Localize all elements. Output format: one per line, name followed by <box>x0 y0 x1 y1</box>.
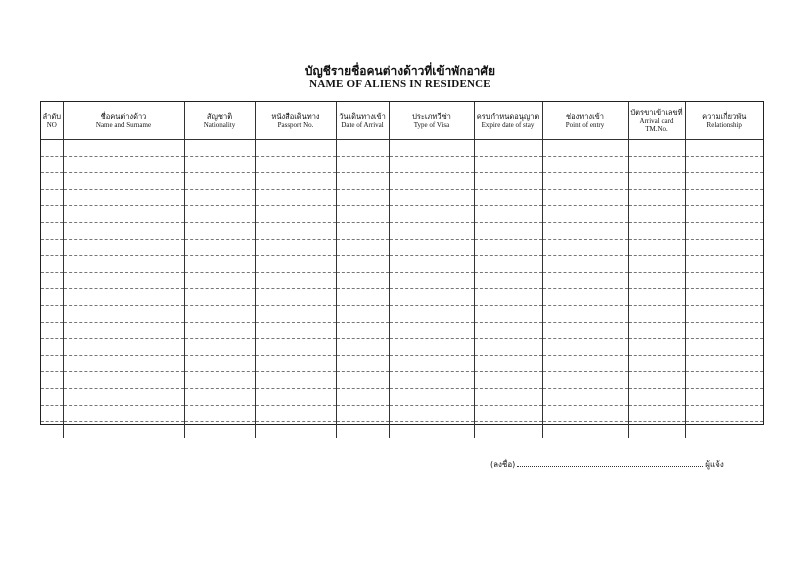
table-cell[interactable] <box>184 173 255 190</box>
table-cell[interactable] <box>685 422 763 438</box>
table-cell[interactable] <box>255 140 336 157</box>
table-cell[interactable] <box>336 388 389 405</box>
table-cell[interactable] <box>255 305 336 322</box>
table-cell[interactable] <box>628 289 685 306</box>
table-cell[interactable] <box>184 339 255 356</box>
table-row <box>41 239 763 256</box>
table-cell[interactable] <box>389 239 474 256</box>
table-cell[interactable] <box>542 256 628 273</box>
table-cell[interactable] <box>184 222 255 239</box>
col-header-arrival-card <box>628 102 685 140</box>
table-cell[interactable] <box>255 388 336 405</box>
table-cell[interactable] <box>628 305 685 322</box>
table-cell[interactable] <box>336 239 389 256</box>
table-cell[interactable] <box>255 372 336 389</box>
table-row <box>41 173 763 190</box>
table-cell[interactable] <box>542 272 628 289</box>
table-cell[interactable] <box>474 222 542 239</box>
table-cell[interactable] <box>336 156 389 173</box>
table-cell[interactable] <box>255 339 336 356</box>
table-cell[interactable] <box>63 239 184 256</box>
table-cell[interactable] <box>184 256 255 273</box>
table-cell[interactable] <box>628 239 685 256</box>
table-cell[interactable] <box>389 189 474 206</box>
table-cell[interactable] <box>474 189 542 206</box>
table-cell[interactable] <box>474 206 542 223</box>
table-cell[interactable] <box>63 355 184 372</box>
col-header-expire-date <box>474 102 542 140</box>
table-cell[interactable] <box>542 189 628 206</box>
col-label-english: Arrival card TM.No. <box>639 117 674 133</box>
table-cell[interactable] <box>389 173 474 190</box>
table-cell[interactable] <box>336 256 389 273</box>
table-cell[interactable] <box>474 173 542 190</box>
table-row <box>41 305 763 322</box>
table-cell[interactable] <box>184 156 255 173</box>
table-cell[interactable] <box>628 173 685 190</box>
table-cell[interactable] <box>41 305 63 322</box>
table-cell[interactable] <box>41 222 63 239</box>
table-cell[interactable] <box>255 156 336 173</box>
table-cell[interactable] <box>63 405 184 422</box>
table-row <box>41 189 763 206</box>
table-cell[interactable] <box>542 355 628 372</box>
table-cell[interactable] <box>628 372 685 389</box>
col-label-thai: วันเดินทางเข้า <box>339 112 386 121</box>
table-cell[interactable] <box>542 422 628 438</box>
table-cell[interactable] <box>685 372 763 389</box>
table-cell[interactable] <box>542 405 628 422</box>
table-cell[interactable] <box>255 173 336 190</box>
table-row <box>41 355 763 372</box>
col-header-arrival-date <box>336 102 389 140</box>
col-label-thai: ชื่อคนต่างด้าว <box>100 112 147 121</box>
col-label-thai: หนังสือเดินทาง <box>271 112 320 121</box>
table-cell[interactable] <box>184 272 255 289</box>
table-cell[interactable] <box>628 422 685 438</box>
table-cell[interactable] <box>542 339 628 356</box>
table-cell[interactable] <box>336 173 389 190</box>
table-row <box>41 405 763 422</box>
signature-line[interactable] <box>517 459 703 467</box>
table-cell[interactable] <box>685 388 763 405</box>
table-cell[interactable] <box>184 140 255 157</box>
table-row <box>41 322 763 339</box>
table-cell[interactable] <box>63 140 184 157</box>
table-cell[interactable] <box>41 189 63 206</box>
col-header-no <box>41 102 63 140</box>
table-cell[interactable] <box>41 206 63 223</box>
col-header-relationship <box>685 102 763 140</box>
table-cell[interactable] <box>63 305 184 322</box>
col-header-name <box>63 102 184 140</box>
table-cell[interactable] <box>389 339 474 356</box>
col-label-thai: ประเภทวีซ่า <box>412 112 451 121</box>
table-cell[interactable] <box>474 140 542 157</box>
table-cell[interactable] <box>389 372 474 389</box>
table-cell[interactable] <box>255 422 336 438</box>
col-label-english: Passport No. <box>277 121 314 129</box>
table-cell[interactable] <box>628 339 685 356</box>
table-cell[interactable] <box>685 256 763 273</box>
table-cell[interactable] <box>184 355 255 372</box>
table-cell[interactable] <box>336 289 389 306</box>
table-cell[interactable] <box>685 305 763 322</box>
aliens-register-table <box>40 101 764 425</box>
table-cell[interactable] <box>474 322 542 339</box>
table-cell[interactable] <box>41 422 63 438</box>
table-cell[interactable] <box>474 305 542 322</box>
table-cell[interactable] <box>41 256 63 273</box>
table-cell[interactable] <box>685 405 763 422</box>
table-cell[interactable] <box>474 355 542 372</box>
table-row <box>41 272 763 289</box>
table-cell[interactable] <box>389 388 474 405</box>
table-cell[interactable] <box>474 405 542 422</box>
table-cell[interactable] <box>474 272 542 289</box>
table-row <box>41 372 763 389</box>
table-cell[interactable] <box>41 156 63 173</box>
table-cell[interactable] <box>542 140 628 157</box>
table-cell[interactable] <box>685 156 763 173</box>
table-cell[interactable] <box>336 422 389 438</box>
table-cell[interactable] <box>474 289 542 306</box>
table-cell[interactable] <box>41 173 63 190</box>
table-cell[interactable] <box>41 372 63 389</box>
table-cell[interactable] <box>474 372 542 389</box>
col-header-visa-type <box>389 102 474 140</box>
table-cell[interactable] <box>255 206 336 223</box>
register-entries <box>41 140 763 438</box>
table-cell[interactable] <box>474 339 542 356</box>
table-cell[interactable] <box>184 388 255 405</box>
table-cell[interactable] <box>41 388 63 405</box>
table-row <box>41 206 763 223</box>
table-cell[interactable] <box>389 322 474 339</box>
table-cell[interactable] <box>542 305 628 322</box>
table-cell[interactable] <box>184 372 255 389</box>
table-cell[interactable] <box>336 405 389 422</box>
table-cell[interactable] <box>542 222 628 239</box>
table-cell[interactable] <box>63 322 184 339</box>
table-cell[interactable] <box>336 372 389 389</box>
table-cell[interactable] <box>389 355 474 372</box>
table-cell[interactable] <box>255 239 336 256</box>
col-label-english: Name and Surname <box>95 121 152 129</box>
table-cell[interactable] <box>41 272 63 289</box>
table-row <box>41 289 763 306</box>
table-cell[interactable] <box>474 256 542 273</box>
table-cell[interactable] <box>184 289 255 306</box>
col-header-nationality <box>184 102 255 140</box>
col-label-thai: ความเกี่ยวพัน <box>702 112 747 121</box>
table-cell[interactable] <box>41 289 63 306</box>
table-cell[interactable] <box>336 140 389 157</box>
signature-block <box>490 458 724 471</box>
table-cell[interactable] <box>41 322 63 339</box>
table-cell[interactable] <box>63 189 184 206</box>
col-label-english: Relationship <box>706 121 742 129</box>
table-cell[interactable] <box>63 388 184 405</box>
table-cell[interactable] <box>685 339 763 356</box>
table-row <box>41 222 763 239</box>
table-cell[interactable] <box>63 272 184 289</box>
table-row <box>41 388 763 405</box>
table-cell[interactable] <box>336 339 389 356</box>
table-cell[interactable] <box>685 322 763 339</box>
table-cell[interactable] <box>389 305 474 322</box>
table-cell[interactable] <box>685 239 763 256</box>
table-cell[interactable] <box>184 239 255 256</box>
table-cell[interactable] <box>474 156 542 173</box>
table-cell[interactable] <box>685 289 763 306</box>
table-cell[interactable] <box>389 422 474 438</box>
table-cell[interactable] <box>542 322 628 339</box>
table-row <box>41 156 763 173</box>
table-cell[interactable] <box>184 206 255 223</box>
col-label-english: NO <box>46 121 57 129</box>
table-cell[interactable] <box>255 289 336 306</box>
table-cell[interactable] <box>685 222 763 239</box>
table-cell[interactable] <box>184 189 255 206</box>
table-cell[interactable] <box>628 189 685 206</box>
table-cell[interactable] <box>63 156 184 173</box>
table-cell[interactable] <box>685 189 763 206</box>
table-cell[interactable] <box>474 422 542 438</box>
table-cell[interactable] <box>542 173 628 190</box>
col-label-english: Nationality <box>203 121 236 129</box>
table-cell[interactable] <box>628 222 685 239</box>
table-cell[interactable] <box>63 289 184 306</box>
table-cell[interactable] <box>389 206 474 223</box>
table-cell[interactable] <box>184 422 255 438</box>
table-cell[interactable] <box>336 355 389 372</box>
table-cell[interactable] <box>628 388 685 405</box>
table-cell[interactable] <box>255 272 336 289</box>
table-cell[interactable] <box>389 405 474 422</box>
table-cell[interactable] <box>255 405 336 422</box>
table-cell[interactable] <box>628 272 685 289</box>
table-cell[interactable] <box>63 222 184 239</box>
table-cell[interactable] <box>63 372 184 389</box>
table-cell[interactable] <box>41 355 63 372</box>
table-cell[interactable] <box>336 206 389 223</box>
table-cell[interactable] <box>628 156 685 173</box>
table-cell[interactable] <box>63 339 184 356</box>
table-cell[interactable] <box>336 272 389 289</box>
table-cell[interactable] <box>336 322 389 339</box>
table-cell[interactable] <box>685 272 763 289</box>
table-cell[interactable] <box>336 189 389 206</box>
col-label-thai: บัตรขาเข้าเลขที่ <box>630 108 683 117</box>
table-cell[interactable] <box>389 256 474 273</box>
table-row <box>41 422 763 438</box>
table-cell[interactable] <box>542 156 628 173</box>
signature-prefix: (ลงชื่อ) <box>490 460 516 469</box>
signature-suffix: ผู้แจ้ง <box>705 460 724 469</box>
table-cell[interactable] <box>685 173 763 190</box>
table-cell[interactable] <box>542 388 628 405</box>
table-cell[interactable] <box>542 206 628 223</box>
table-cell[interactable] <box>542 289 628 306</box>
table-cell[interactable] <box>474 239 542 256</box>
table-cell[interactable] <box>41 405 63 422</box>
table-cell[interactable] <box>628 206 685 223</box>
table-row <box>41 140 763 157</box>
table-cell[interactable] <box>255 189 336 206</box>
table-cell[interactable] <box>685 206 763 223</box>
table-cell[interactable] <box>389 156 474 173</box>
table-row <box>41 256 763 273</box>
table-row <box>41 339 763 356</box>
table-cell[interactable] <box>255 322 336 339</box>
table-cell[interactable] <box>628 405 685 422</box>
col-label-english: Type of Visa <box>413 121 450 129</box>
table-cell[interactable] <box>336 222 389 239</box>
table-cell[interactable] <box>336 305 389 322</box>
col-label-thai: ลำดับ <box>42 112 61 121</box>
table-cell[interactable] <box>41 239 63 256</box>
table-cell[interactable] <box>63 256 184 273</box>
table-cell[interactable] <box>628 140 685 157</box>
table-cell[interactable] <box>542 239 628 256</box>
table-cell[interactable] <box>184 322 255 339</box>
table-cell[interactable] <box>389 222 474 239</box>
table-cell[interactable] <box>389 140 474 157</box>
form-title-thai: บัญชีรายชื่อคนต่างด้าวที่เข้าพักอาศัย <box>304 64 496 78</box>
table-cell[interactable] <box>474 388 542 405</box>
table-cell[interactable] <box>628 355 685 372</box>
table-cell[interactable] <box>41 140 63 157</box>
table-cell[interactable] <box>389 272 474 289</box>
table-cell[interactable] <box>255 222 336 239</box>
table-cell[interactable] <box>389 289 474 306</box>
col-label-english: Date of Arrival <box>341 121 384 129</box>
col-label-thai: ช่องทางเข้า <box>566 112 604 121</box>
table-cell[interactable] <box>63 206 184 223</box>
col-label-thai: ครบกำหนดอนุญาต <box>476 112 540 121</box>
header-row <box>41 102 763 140</box>
col-header-point-of-entry <box>542 102 628 140</box>
table-cell[interactable] <box>63 173 184 190</box>
table-cell[interactable] <box>628 322 685 339</box>
form-title-english: NAME OF ALIENS IN RESIDENCE <box>309 78 491 90</box>
table-cell[interactable] <box>255 355 336 372</box>
table-cell[interactable] <box>184 405 255 422</box>
table-cell[interactable] <box>685 355 763 372</box>
col-header-passport <box>255 102 336 140</box>
col-label-thai: สัญชาติ <box>206 112 233 121</box>
table-cell[interactable] <box>255 256 336 273</box>
table-cell[interactable] <box>63 422 184 438</box>
table-cell[interactable] <box>184 305 255 322</box>
col-label-english: Expire date of stay <box>481 121 535 129</box>
table-cell[interactable] <box>685 140 763 157</box>
table-cell[interactable] <box>628 256 685 273</box>
col-label-english: Point of entry <box>565 121 605 129</box>
table-cell[interactable] <box>542 372 628 389</box>
table-cell[interactable] <box>41 339 63 356</box>
